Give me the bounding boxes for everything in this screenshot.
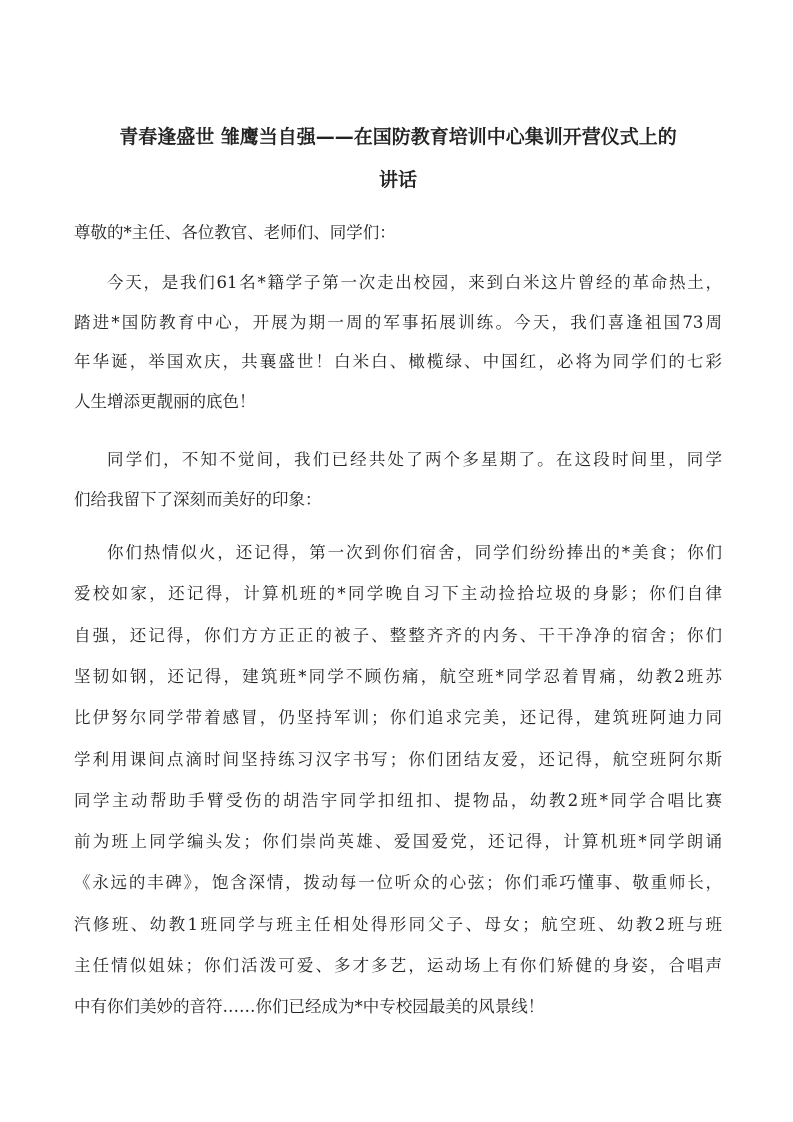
paragraph-3-line: 主任情似姐妹；你们活泼可爱、多才多艺，运动场上有你们矫健的身姿，合唱声 [74,956,722,975]
title-line-1: 青春逢盛世 雏鹰当自强——在国防教育培训中心集训开营仪式上的 [119,126,677,148]
paragraph-2-line: 们给我留下了深刻而美好的印象： [74,490,322,509]
paragraph-3-line: 比伊努尔同学带着感冒，仍坚持军训；你们追求完美，还记得，建筑班阿迪力同 [74,708,722,728]
paragraph-3-line: 汽修班、幼教1班同学与班主任相处得形同父子、母女；航空班、幼教2班与班 [74,914,722,934]
paragraph-3-line: 爱校如家，还记得，计算机班的*同学晚自习下主动捡拾垃圾的身影；你们自律 [74,584,722,604]
paragraph-1-line: 踏进*国防教育中心，开展为期一周的军事拓展训练。今天，我们喜逢祖国73周 [74,312,722,332]
paragraph-3-line: 同学主动帮助手臂受伤的胡浩宇同学扣纽扣、提物品，幼教2班*同学合唱比赛 [74,790,722,810]
paragraph-3-line: 前为班上同学编头发；你们崇尚英雄、爱国爱党，还记得，计算机班*同学朗诵 [74,832,722,852]
title-line-2: 讲话 [378,169,417,191]
paragraph-3-line: 中有你们美妙的音符……你们已经成为*中专校园最美的风景线！ [74,997,545,1017]
paragraph-3-line: 你们热情似火，还记得，第一次到你们宿舍，同学们纷纷捧出的*美食；你们 [107,543,722,562]
paragraph-1-line: 人生增添更靓丽的底色！ [74,391,256,411]
paragraph-3-line: 学利用课间点滴时间坚持练习汉字书写；你们团结友爱，还记得，航空班阿尔斯 [74,749,722,769]
paragraph-3-line: 坚韧如钢，还记得，建筑班*同学不顾伤痛，航空班*同学忍着胃痛，幼教2班苏 [74,666,722,686]
salutation: 尊敬的*主任、各位教官、老师们、同学们： [74,223,396,242]
paragraph-2-line: 同学们，不知不觉间，我们已经共处了两个多星期了。在这段时间里，同学 [107,450,722,469]
paragraph-1-line: 年华诞，举国欢庆，共襄盛世！白米白、橄榄绿、中国红，必将为同学们的七彩 [74,352,722,371]
paragraph-1-line: 今天，是我们61名*籍学子第一次走出校园，来到白米这片曾经的革命热土， [107,273,722,292]
paragraph-3-line: 自强，还记得，你们方方正正的被子、整整齐齐的内务、干干净净的宿舍；你们 [74,625,722,645]
paragraph-3-line: 《永远的丰碑》，饱含深情，拨动每一位听众的心弦；你们乖巧懂事、敬重师长， [74,873,722,893]
